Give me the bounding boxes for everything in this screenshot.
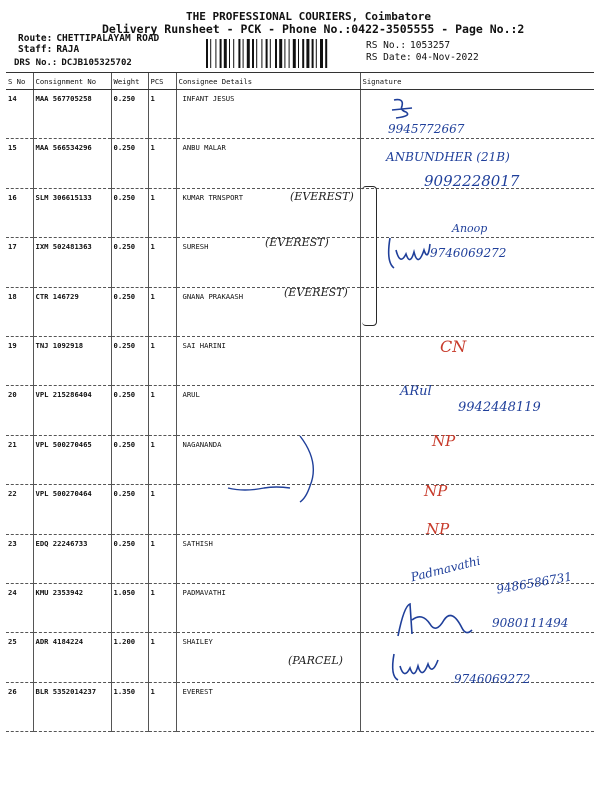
cell-consignment: MAA 566534296 <box>33 139 111 188</box>
cell-consignment: VPL 215286404 <box>33 386 111 435</box>
cell-pcs: 1 <box>148 633 176 682</box>
handwritten-phone-row-17: 9746069272 <box>430 246 507 260</box>
drs-line <box>14 58 132 68</box>
cell-sno: 23 <box>6 534 33 583</box>
handwritten-name-row-20: ARul <box>400 384 432 399</box>
rs-number-line <box>366 40 450 51</box>
handwritten-phone-row-26: 9746069272 <box>454 672 531 686</box>
handwritten-note-row-17: (EVEREST) <box>265 236 329 249</box>
staff-line <box>18 44 79 55</box>
handwritten-mark-row-23: NP <box>426 520 450 538</box>
cell-pcs: 1 <box>148 534 176 583</box>
drs-value: DCJB105325702 <box>61 58 132 68</box>
cell-sno: 22 <box>6 485 33 534</box>
table-row <box>6 90 594 139</box>
cell-sno: 21 <box>6 435 33 484</box>
handwritten-name-row-24: Padmavathi <box>409 553 482 585</box>
cell-consignment: VPL 500270464 <box>33 485 111 534</box>
cell-pcs: 1 <box>148 139 176 188</box>
cell-sno: 19 <box>6 336 33 385</box>
cell-consignee: PADMAVATHI <box>176 583 360 632</box>
drs-label: DRS No.: <box>14 58 58 68</box>
cell-consignment: TNJ 1092918 <box>33 336 111 385</box>
cell-pcs: 1 <box>148 238 176 287</box>
cell-consignment: ADR 4184224 <box>33 633 111 682</box>
cell-pcs: 1 <box>148 287 176 336</box>
handwritten-phone-row-24: 9486586731 <box>495 569 573 597</box>
cell-consignee: SURESH <box>176 238 360 287</box>
signature-scribble-row-17 <box>384 232 434 272</box>
cell-signature <box>360 287 594 336</box>
staff-label: Staff: <box>18 44 53 55</box>
cell-weight: 1.050 <box>111 583 148 632</box>
cell-sno: 14 <box>6 90 33 139</box>
cell-signature <box>360 336 594 385</box>
table-row <box>6 534 594 583</box>
bracket-mark <box>362 186 377 326</box>
cell-consignee: ANBU MALAR <box>176 139 360 188</box>
table-row <box>6 682 594 731</box>
cell-signature <box>360 485 594 534</box>
column-header-consignee: Consignee Details <box>176 73 360 90</box>
handwritten-name-row-17: Anoop <box>452 222 488 235</box>
cell-weight: 0.250 <box>111 386 148 435</box>
cell-consignment: VPL 500270465 <box>33 435 111 484</box>
handwritten-phone-row-14: 9945772667 <box>388 122 465 136</box>
route-line <box>18 33 159 44</box>
cell-consignee: SHAILEY <box>176 633 360 682</box>
cell-sno: 17 <box>6 238 33 287</box>
cell-weight: 0.250 <box>111 336 148 385</box>
cell-weight: 0.250 <box>111 485 148 534</box>
runsheet-title: Delivery Runsheet - PCK - Phone No.:0422-3505555 - Page No.:2 <box>102 22 525 36</box>
route-value: CHETTIPALAYAM ROAD <box>56 33 160 44</box>
cell-sno: 24 <box>6 583 33 632</box>
column-header-consignment: Consignment No <box>33 73 111 90</box>
cell-consignee: INFANT JESUS <box>176 90 360 139</box>
column-header-signature: Signature <box>360 73 594 90</box>
handwritten-mark-row-22: NP <box>424 482 448 500</box>
cell-pcs: 1 <box>148 386 176 435</box>
cell-consignment: BLR 5352014237 <box>33 682 111 731</box>
cell-consignee: SAI HARINI <box>176 336 360 385</box>
staff-value: RAJA <box>56 44 80 55</box>
company-name: THE PROFESSIONAL COURIERS, Coimbatore <box>186 10 432 23</box>
cell-sno: 15 <box>6 139 33 188</box>
cell-pcs: 1 <box>148 90 176 139</box>
cell-sno: 16 <box>6 188 33 237</box>
cell-weight: 1.350 <box>111 682 148 731</box>
handwritten-note-row-26: (PARCEL) <box>288 654 343 667</box>
cell-consignment: CTR 146729 <box>33 287 111 336</box>
handwritten-phone-row-25: 9080111494 <box>492 616 569 630</box>
signature-scribble-row-26 <box>388 650 442 684</box>
handwritten-mark-row-21: NP <box>432 432 456 450</box>
cell-consignee: SATHISH <box>176 534 360 583</box>
cell-consignment: MAA 567705258 <box>33 90 111 139</box>
rs-number-label: RS No.: <box>366 40 407 51</box>
rs-date-label: RS Date: <box>366 52 412 63</box>
scribble-dash-row-22 <box>220 432 330 504</box>
signature-scribble-row-14 <box>390 96 416 122</box>
cell-weight: 0.250 <box>111 287 148 336</box>
handwritten-phone-row-20: 9942448119 <box>458 400 541 415</box>
rs-date-value: 04-Nov-2022 <box>415 52 479 63</box>
cell-consignee: GNANA PRAKAASH <box>176 287 360 336</box>
cell-weight: 0.250 <box>111 435 148 484</box>
cell-consignment: SLM 306615133 <box>33 188 111 237</box>
cell-sno: 18 <box>6 287 33 336</box>
handwritten-note-row-18: (EVEREST) <box>284 286 348 299</box>
cell-pcs: 1 <box>148 682 176 731</box>
cell-weight: 0.250 <box>111 534 148 583</box>
cell-signature <box>360 682 594 731</box>
cell-consignment: IXM 502481363 <box>33 238 111 287</box>
handwritten-mark-row-19: CN <box>440 337 467 356</box>
cell-weight: 0.250 <box>111 139 148 188</box>
cell-weight: 0.250 <box>111 238 148 287</box>
handwritten-note-row-16: (EVEREST) <box>290 190 354 203</box>
handwritten-phone-row-15: 9092228017 <box>424 172 520 190</box>
route-label: Route: <box>18 33 53 44</box>
rs-number-value: 1053257 <box>410 40 451 51</box>
cell-pcs: 1 <box>148 485 176 534</box>
cell-consignee: NAGANANDA <box>176 435 360 484</box>
cell-pcs: 1 <box>148 435 176 484</box>
table-header-row <box>6 73 594 90</box>
cell-signature <box>360 435 594 484</box>
cell-pcs: 1 <box>148 336 176 385</box>
cell-sno: 26 <box>6 682 33 731</box>
cell-consignment: EDQ 22246733 <box>33 534 111 583</box>
cell-sno: 25 <box>6 633 33 682</box>
cell-weight: 0.250 <box>111 188 148 237</box>
column-header-sno: S No <box>6 73 33 90</box>
cell-consignee: KUMAR TRNSPORT <box>176 188 360 237</box>
cell-consignment: KMU 2353942 <box>33 583 111 632</box>
column-header-pcs: PCS <box>148 73 176 90</box>
cell-sno: 20 <box>6 386 33 435</box>
cell-consignee: ARUL <box>176 386 360 435</box>
cell-weight: 1.200 <box>111 633 148 682</box>
rs-date-line <box>366 52 479 63</box>
cell-pcs: 1 <box>148 583 176 632</box>
cell-consignee: EVEREST <box>176 682 360 731</box>
handwritten-name-row-15: ANBUNDHER (21B) <box>386 150 510 164</box>
table-row <box>6 336 594 385</box>
signature-scribble-row-25 <box>394 600 474 642</box>
barcode <box>205 39 360 68</box>
cell-pcs: 1 <box>148 188 176 237</box>
cell-weight: 0.250 <box>111 90 148 139</box>
column-header-weight: Weight <box>111 73 148 90</box>
